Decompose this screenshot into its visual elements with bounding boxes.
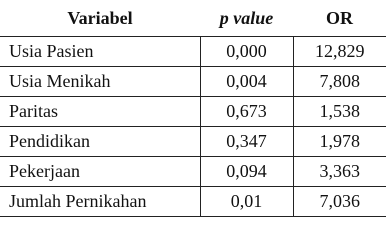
p-value-cell: 0,094 xyxy=(200,157,293,187)
or-cell: 1,538 xyxy=(293,97,386,127)
variable-cell: Pekerjaan xyxy=(0,157,200,187)
table-row xyxy=(0,127,386,157)
table-header xyxy=(0,0,386,37)
or-cell: 7,036 xyxy=(293,187,386,217)
or-cell: 3,363 xyxy=(293,157,386,187)
variable-cell: Jumlah Pernikahan xyxy=(0,187,200,217)
header-row xyxy=(0,0,386,37)
table-row xyxy=(0,37,386,67)
p-value-cell: 0,347 xyxy=(200,127,293,157)
header-variabel: Variabel xyxy=(0,0,200,37)
or-cell: 7,808 xyxy=(293,67,386,97)
or-cell: 1,978 xyxy=(293,127,386,157)
table-row xyxy=(0,157,386,187)
table-row xyxy=(0,187,386,217)
table-row xyxy=(0,67,386,97)
variable-cell: Usia Menikah xyxy=(0,67,200,97)
p-value-cell: 0,004 xyxy=(200,67,293,97)
p-value-cell: 0,673 xyxy=(200,97,293,127)
header-or: OR xyxy=(293,0,386,37)
header-p-value: p value xyxy=(200,0,293,37)
variable-cell: Paritas xyxy=(0,97,200,127)
variable-cell: Usia Pasien xyxy=(0,37,200,67)
table-body xyxy=(0,37,386,217)
table-row xyxy=(0,97,386,127)
variable-cell: Pendidikan xyxy=(0,127,200,157)
p-value-cell: 0,000 xyxy=(200,37,293,67)
or-cell: 12,829 xyxy=(293,37,386,67)
p-value-cell: 0,01 xyxy=(200,187,293,217)
